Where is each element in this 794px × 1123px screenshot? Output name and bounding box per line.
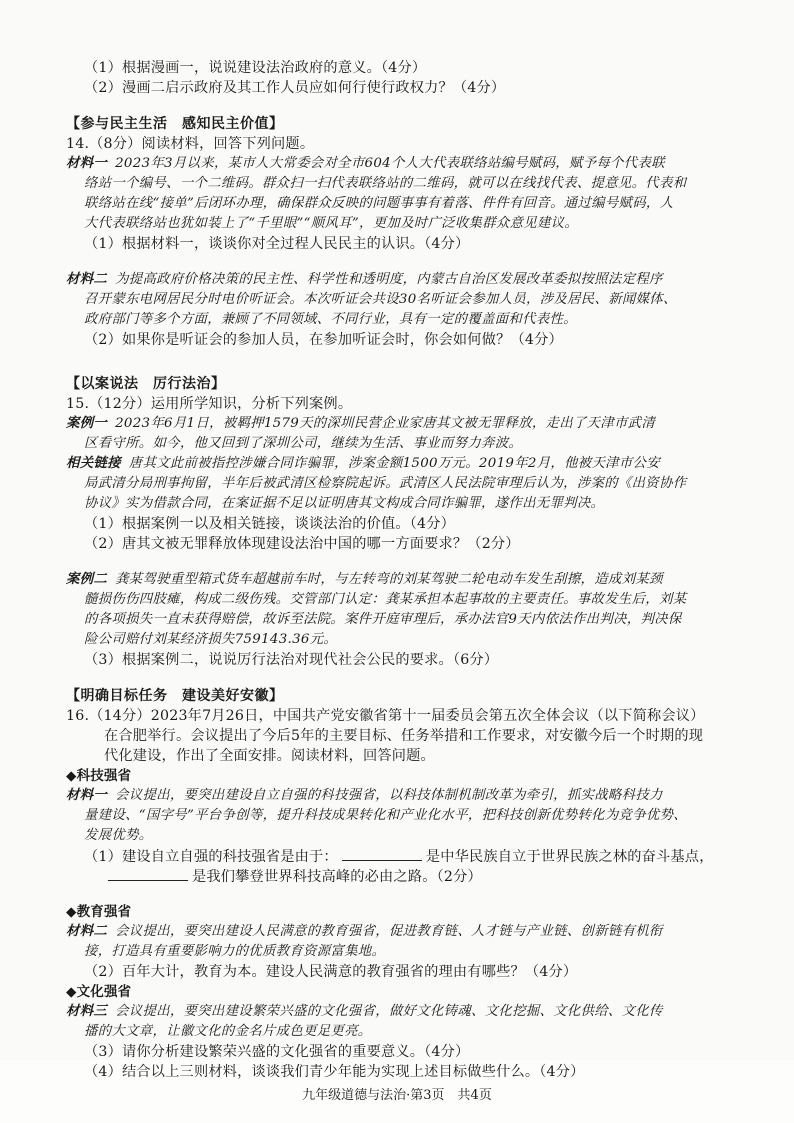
q15-link-line1: 相关链接 唐其文此前被指控涉嫌合同诈骗罪，涉案金额1500万元。2019年2月，他被天津市公安 [66, 456, 660, 471]
material-label: 材料一 [66, 788, 108, 803]
material-label: 材料一 [66, 156, 108, 171]
case-label: 案例二 [66, 572, 108, 587]
q15-link-line2: 局武清分局刑事拘留，半年后被武清区检察院起诉。武清区人民法院审理后认为，涉案的《出资协作 [84, 476, 687, 491]
q14-material2-line3: 政府部门等多个方面，兼顾了不同领域、不同行业，具有一定的覆盖面和代表性。 [84, 312, 577, 327]
material-label: 材料二 [66, 272, 108, 287]
section-heading-anhui: 【明确目标任务 建设美好安徽】 [66, 688, 284, 704]
tag-culture-province: ◆文化强省 [66, 984, 132, 1000]
q14-intro: 14.（8分）阅读材料，回答下列问题。 [66, 136, 315, 152]
q15-sub2: （2）唐其文被无罪释放体现建设法治中国的哪一方面要求？（2分） [84, 536, 520, 552]
q15-intro: 15.（12分）运用所学知识，分析下列案例。 [66, 396, 353, 412]
q14-sub2: （2）如果你是听证会的参加人员，在参加听证会时，你会如何做？（4分） [84, 332, 563, 348]
q14-sub1: （1）根据材料一，谈谈你对全过程人民民主的认识。（4分） [84, 236, 470, 252]
q14-material1-line2: 络站一个编号、一个二维码。群众扫一扫代表联络站的二维码，就可以在线找代表、提意见。代表和 [84, 176, 687, 191]
answer-blank-2[interactable] [108, 866, 188, 881]
q15-sub1: （1）根据案例一以及相关链接，谈谈法治的价值。（4分） [84, 516, 456, 532]
q16-material1-line1: 材料一 会议提出，要突出建设自立自强的科技强省，以科技体制机制改革为牵引，抓实战略科技力 [66, 788, 663, 803]
q16-material3-line1: 材料三 会议提出，要突出建设繁荣兴盛的文化强省，做好文化铸魂、文化挖掘、文化供给、文化传 [66, 1004, 663, 1019]
section-heading-democracy: 【参与民主生活 感知民主价值】 [66, 116, 284, 132]
q15-link-line3: 协议》实为借款合同，在案证据不足以证明唐其文构成合同诈骗罪，遂作出无罪判决。 [84, 496, 605, 511]
q14-material1-line4: 大代表联络站也犹如装上了“千里眼”“顺风耳”，更加及时广泛收集群众意见建议。 [84, 216, 579, 231]
q15-case2-line3: 的各项损失一直未获得赔偿，故诉至法院。案件开庭审理后，承办法官9天内依法作出判决，判决保 [84, 612, 682, 627]
q16-sub4: （4）结合以上三则材料，谈谈我们青少年能为实现上述目标做些什么。（4分） [84, 1064, 585, 1080]
q14-material2-line2: 召开蒙东电网居民分时电价听证会。本次听证会共设30名听证会参加人员，涉及居民、新闻媒体、 [84, 292, 677, 307]
q14-material2-line1: 材料二 为提高政府价格决策的民主性、科学性和透明度，内蒙古自治区发展改革委拟按照法定程序 [66, 272, 663, 287]
q16-intro-line1: 16.（14分）2023年7月26日，中国共产党安徽省第十一届委员会第五次全体会议（以下简称会议） [66, 708, 705, 724]
q16-material3-line2: 播的大文章，让徽文化的金名片成色更足更亮。 [84, 1024, 372, 1039]
q16-intro-line3: 代化建设，作出了全面安排。阅读材料，回答问题。 [104, 748, 435, 764]
q16-material2-line2: 接，打造具有重要影响力的优质教育资源富集地。 [84, 944, 386, 959]
q16-sub1-line2: 是我们攀登世界科技高峰的必由之路。（2分） [104, 866, 482, 887]
q13-sub2: （2）漫画二启示政府及其工作人员应如何行使行政权力？（4分） [84, 80, 506, 96]
q15-sub3: （3）根据案例二，说说厉行法治对现代社会公民的要求。（6分） [84, 652, 499, 668]
section-heading-rule-of-law: 【以案说法 厉行法治】 [66, 376, 226, 392]
q15-case1-line1: 案例一 2023年6月1日，被羁押1579天的深圳民营企业家唐其文被无罪释放，走出了天津市武清 [66, 416, 656, 431]
material-label: 材料二 [66, 924, 108, 939]
q15-case2-line4: 险公司赔付刘某经济损失759143.36元。 [84, 632, 338, 647]
q16-intro-line2: 在合肥举行。会议提出了今后5年的主要目标、任务举措和工作要求，对安徽今后一个时期的现 [104, 728, 704, 744]
q16-material2-line1: 材料二 会议提出，要突出建设人民满意的教育强省，促进教育链、人才链与产业链、创新链有机衔 [66, 924, 663, 939]
related-link-label: 相关链接 [66, 456, 121, 471]
q14-material1-line1: 材料一 2023年3月以来，某市人大常委会对全市604个人大代表联络站编号赋码，赋予每个代表联 [66, 156, 665, 171]
case-label: 案例一 [66, 416, 108, 431]
q15-case2-line2: 髓损伤伤四肢瘫，构成二级伤残。交管部门认定：龚某承担本起事故的主要责任。事故发生后，刘某 [84, 592, 687, 607]
q16-sub2: （2）百年大计，教育为本。建设人民满意的教育强省的理由有哪些？（4分） [84, 964, 578, 980]
q14-material1-line3: 联络站在线“接单”后闭环办理，确保群众反映的问题事事有着落、件件有回音。通过编号赋码，人 [84, 196, 674, 211]
material-label: 材料三 [66, 1004, 108, 1019]
q16-material1-line2: 量建设、“国字号”平台争创等，提升科技成果转化和产业化水平，把科技创新优势转化为竞争优势、 [84, 808, 687, 823]
q16-sub3: （3）请你分析建设繁荣兴盛的文化强省的重要意义。（4分） [84, 1044, 470, 1060]
tag-science-province: ◆科技强省 [66, 768, 132, 784]
q13-sub1: （1）根据漫画一，说说建设法治政府的意义。（4分） [84, 60, 427, 76]
page-footer: 九年级道德与法治·第3页 共4页 [302, 1088, 492, 1103]
tag-education-province: ◆教育强省 [66, 904, 132, 920]
q16-sub1-line1: （1）建设自立自强的科技强省是由于： 是中华民族自立于世界民族之林的奋斗基点， [84, 846, 714, 867]
q15-case2-line1: 案例二 龚某驾驶重型箱式货车超越前车时，与左转弯的刘某驾驶二轮电动车发生刮擦，造成刘某颈 [66, 572, 663, 587]
q15-case1-line2: 区看守所。如今，他又回到了深圳公司，继续为生活、事业而努力奔波。 [84, 436, 523, 451]
answer-blank-1[interactable] [342, 846, 422, 861]
q16-material1-line3: 发展优势。 [84, 828, 153, 843]
